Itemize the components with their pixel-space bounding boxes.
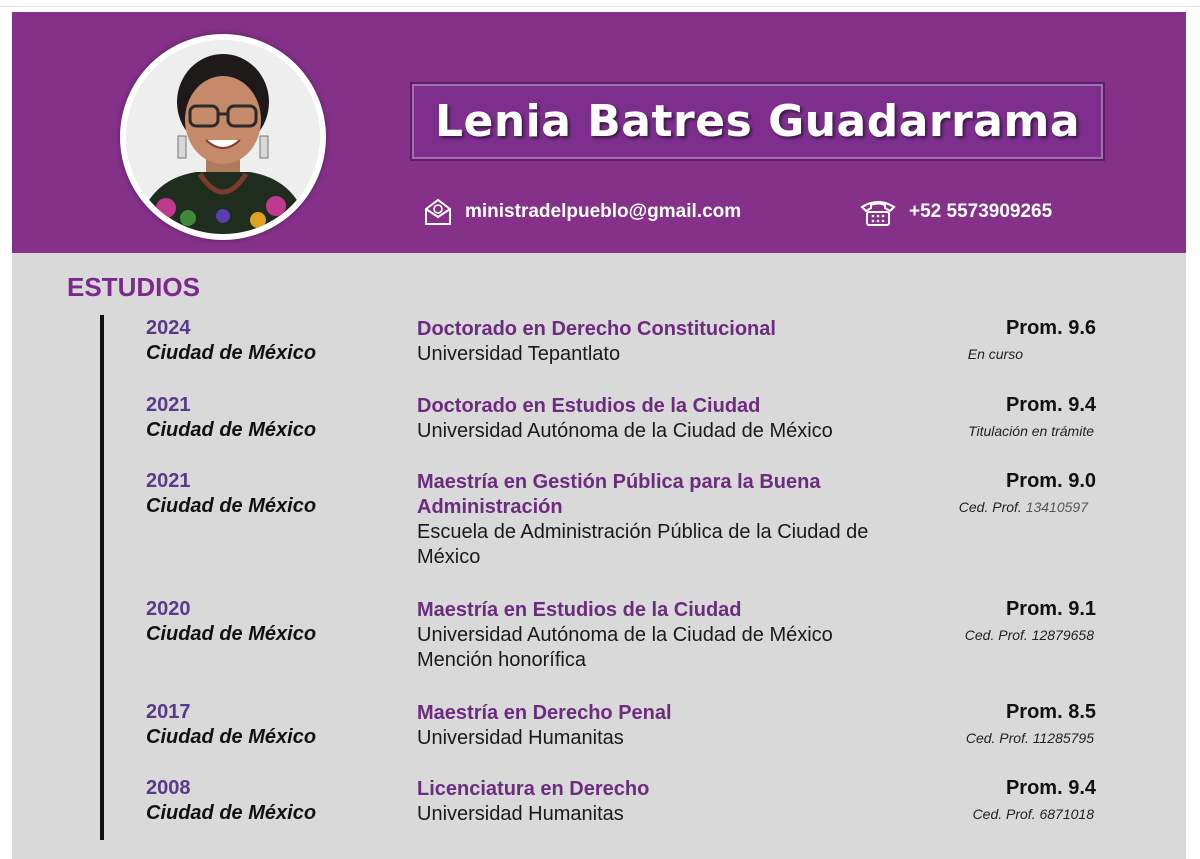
study-note-label: Titulación en trámite (968, 423, 1094, 439)
study-year: 2020 (146, 598, 191, 620)
study-note-label: Ced. Prof. (958, 499, 1022, 515)
study-note (966, 730, 1094, 746)
study-city: Ciudad de México (146, 623, 317, 645)
study-average: Prom. 9.0 (1005, 470, 1096, 492)
portrait-illustration (126, 40, 320, 234)
study-note (959, 499, 1088, 515)
study-average: Prom. 9.6 (1005, 317, 1096, 339)
study-year: 2021 (146, 470, 191, 492)
study-school: Universidad Autónoma de la Ciudad de México (417, 624, 833, 646)
study-note-label: Ced. Prof. (965, 730, 1029, 746)
email-address: ministradelpueblo@gmail.com (465, 201, 742, 222)
study-school: Universidad Tepantlato (417, 343, 621, 365)
study-degree: Doctorado en Derecho Constitucional (417, 318, 776, 340)
profile-photo-frame (120, 34, 326, 240)
cv-card (12, 12, 1186, 859)
study-average: Prom. 9.4 (1005, 394, 1096, 416)
study-average: Prom. 9.1 (1005, 598, 1096, 620)
study-honor: Mención honorífica (417, 649, 586, 671)
study-note (968, 346, 1023, 362)
study-average: Prom. 9.4 (1005, 777, 1096, 799)
study-note-number: 11285795 (1032, 730, 1094, 746)
study-year: 2021 (146, 394, 191, 416)
study-school: Universidad Autónoma de la Ciudad de México (417, 420, 833, 442)
study-note-label: Ced. Prof. (964, 627, 1028, 643)
study-note-number: 13410597 (1025, 499, 1088, 515)
telephone-icon (859, 197, 897, 227)
study-city: Ciudad de México (146, 419, 317, 441)
phone-contact[interactable] (859, 195, 1052, 229)
study-note-number: 6871018 (1039, 806, 1094, 822)
study-note-label: Ced. Prof. (972, 806, 1036, 822)
study-city: Ciudad de México (146, 495, 317, 517)
study-school: Universidad Humanitas (417, 803, 624, 825)
email-envelope-icon (423, 197, 453, 227)
timeline-line (100, 315, 104, 840)
study-year: 2008 (146, 777, 191, 799)
study-note (968, 423, 1094, 439)
study-degree: Maestría en Derecho Penal (417, 702, 672, 724)
page-top-divider (0, 6, 1200, 7)
phone-number: +52 5573909265 (909, 201, 1053, 222)
study-city: Ciudad de México (146, 726, 317, 748)
study-degree: Maestría en Gestión Pública para la Buena Administración (417, 471, 821, 518)
study-year: 2017 (146, 701, 191, 723)
email-contact[interactable] (423, 195, 741, 229)
study-average: Prom. 8.5 (1005, 701, 1096, 723)
study-city: Ciudad de México (146, 802, 317, 824)
study-city: Ciudad de México (146, 342, 317, 364)
cv-header (12, 12, 1186, 253)
profile-photo (126, 40, 320, 234)
study-school: Escuela de Administración Pública de la Ciudad de México (417, 521, 869, 568)
study-note-number: 12879658 (1031, 627, 1094, 643)
study-degree: Doctorado en Estudios de la Ciudad (417, 395, 761, 417)
section-title-estudios: ESTUDIOS (67, 272, 200, 302)
study-school: Universidad Humanitas (417, 727, 624, 749)
name-banner (410, 82, 1105, 161)
study-note-label: En curso (967, 346, 1023, 362)
person-name: Lenia Batres Guadarrama (434, 96, 1081, 147)
study-note (965, 627, 1094, 643)
study-year: 2024 (146, 317, 191, 339)
study-degree: Maestría en Estudios de la Ciudad (417, 599, 742, 621)
study-note (973, 806, 1094, 822)
study-degree: Licenciatura en Derecho (417, 778, 650, 800)
